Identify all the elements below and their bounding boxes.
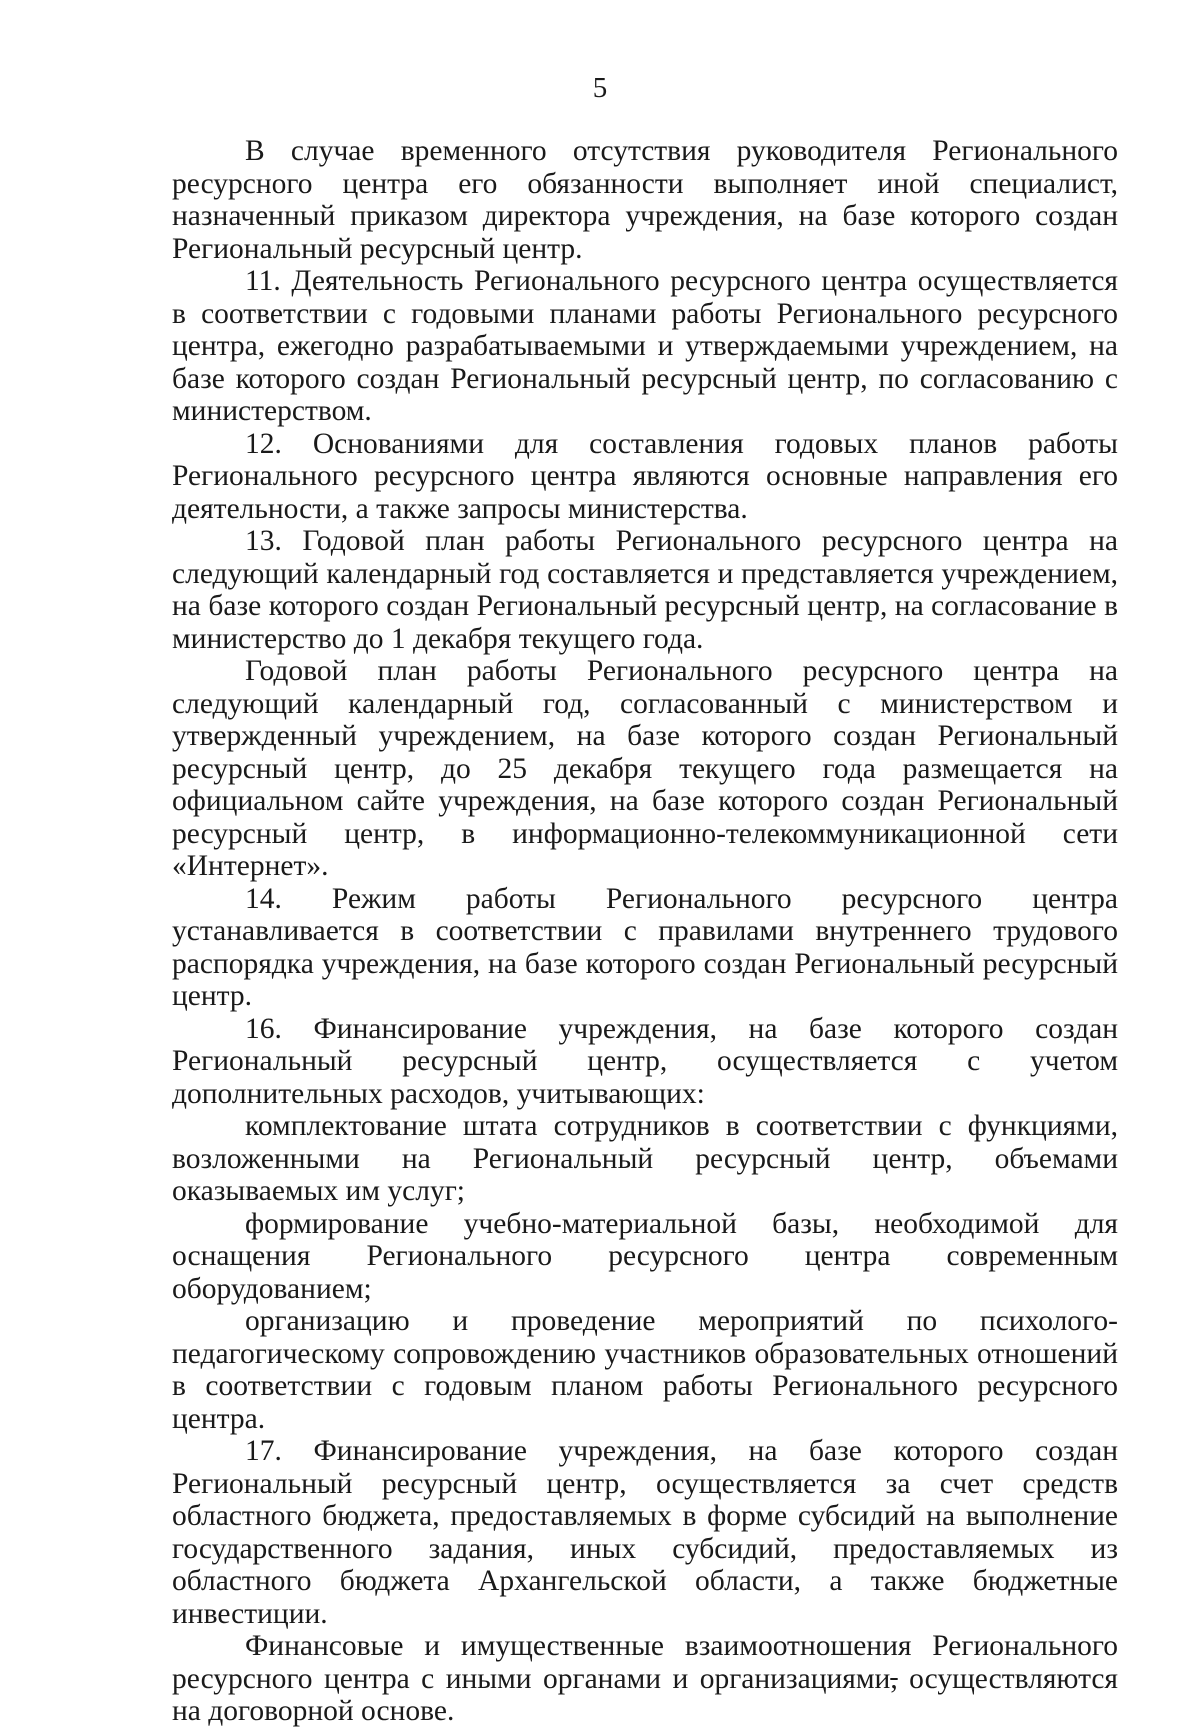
document-body <box>172 135 1118 1728</box>
paragraph: 14. Режим работы Регионального ресурсного центра устанавливается в соответствии с правилами внутреннего трудового распорядка учреждения, на базе которого создан Региональный ресурсный центр. <box>172 882 1118 1012</box>
paragraph: 17. Финансирование учреждения, на базе которого создан Региональный ресурсный центр, осуществляется за счет средств областного бюджета, предоставляемых в форме субсидий на выполнение государственного задания, иных субсидий, предоставляемых из областного бюджета Архангельской области, а также бюджетные инвестиции. <box>172 1435 1118 1630</box>
paragraph: В случае временного отсутствия руководителя Регионального ресурсного центра его обязанности выполняет иной специалист, назначенный приказом директора учреждения, на базе которого создан Региональный ресурсный центр. <box>172 135 1118 265</box>
paragraph-final <box>172 1630 1118 1728</box>
paragraph: комплектование штата сотрудников в соответствии с функциями, возложенными на Региональный ресурсный центр, объемами оказываемых им услуг; <box>172 1110 1118 1207</box>
paragraph: 12. Основаниями для составления годовых планов работы Регионального ресурсного центра являются основные направления его деятельности, а также запросы министерства. <box>172 427 1118 525</box>
struck-comma: , <box>890 1662 898 1695</box>
paragraph: 13. Годовой план работы Регионального ресурсного центра на следующий календарный год составляется и представляется учреждением, на базе которого создан Региональный ресурсный центр, на согласование в министерство до 1 декабря текущего года. <box>172 525 1118 655</box>
paragraph: 16. Финансирование учреждения, на базе которого создан Региональный ресурсный центр, осуществляется с учетом дополнительных расходов, учитывающих: <box>172 1012 1118 1110</box>
page-number: 5 <box>592 72 608 104</box>
paragraph: 11. Деятельность Регионального ресурсного центра осуществляется в соответствии с годовыми планами работы Регионального ресурсного центра, ежегодно разрабатываемыми и утверждаемыми учреждением, на базе которого создан Региональный ресурсный центр, по согласованию с министерством. <box>172 265 1118 427</box>
paragraph: организацию и проведение мероприятий по психолого-педагогическому сопровождению участников образовательных отношений в соответствии с годовым планом работы Регионального ресурсного центра. <box>172 1305 1118 1435</box>
paragraph: Годовой план работы Регионального ресурсного центра на следующий календарный год, согласованный с министерством и утвержденный учреждением, на базе которого создан Региональный ресурсный центр, до 25 декабря текущего года размещается на официальном сайте учреждения, на базе которого создан Региональный ресурсный центр, в информационно-телекоммуникационной сети «Интернет». <box>172 655 1118 882</box>
final-text-start: Финансовые и имущественные взаимоотношения Регионального ресурсного центра с иными органами и организациями <box>172 1630 1118 1695</box>
paragraph: формирование учебно-материальной базы, необходимой для оснащения Регионального ресурсного центра современным оборудованием; <box>172 1207 1118 1305</box>
final-text-end: осуществляются на договорной основе. <box>172 1662 1118 1727</box>
